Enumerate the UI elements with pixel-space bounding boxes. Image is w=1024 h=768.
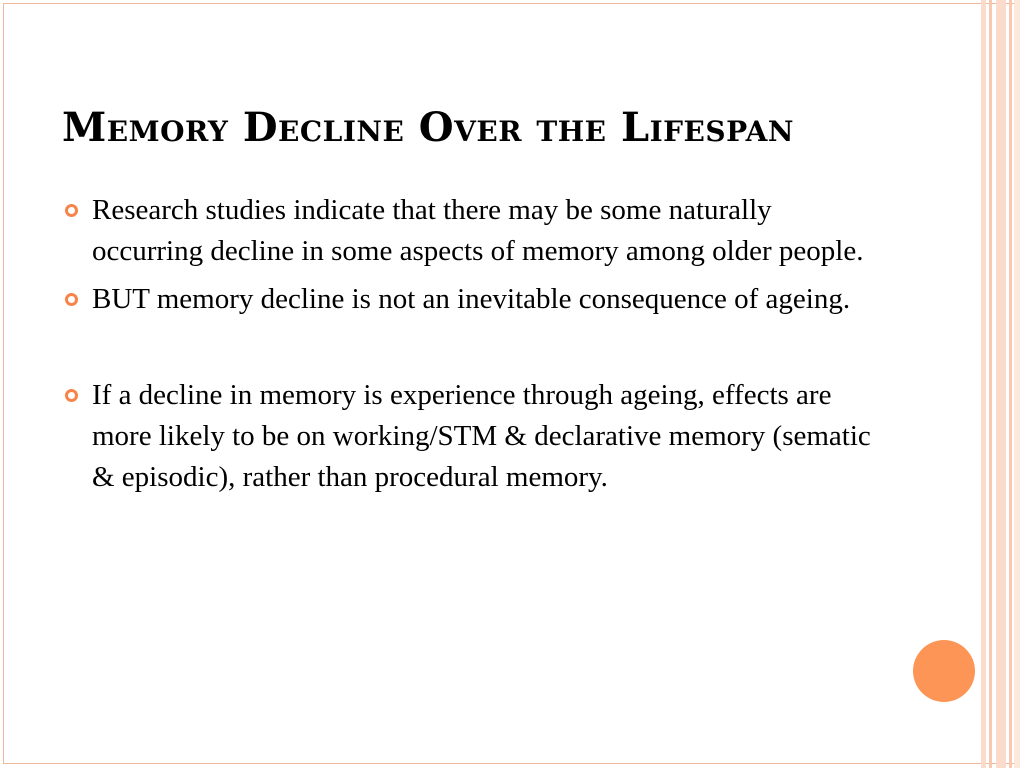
bullet-ring-icon	[65, 293, 78, 306]
bullet-text: Research studies indicate that there may be some naturally occurring decline in some aspects of memory among older people.	[92, 194, 864, 267]
bullet-ring-icon	[65, 389, 78, 402]
bullet-text: BUT memory decline is not an inevitable consequence of ageing.	[92, 283, 851, 315]
decorative-stripe	[981, 0, 986, 768]
decorative-stripe	[1014, 0, 1020, 768]
bullet-text: If a decline in memory is experience through ageing, effects are more likely to be on working/STM & declarative memory (sematic & episodic), rather than procedural memory.	[92, 379, 871, 493]
bullet-item	[64, 190, 884, 272]
bullet-list	[64, 190, 884, 498]
bullet-ring-icon	[65, 204, 78, 217]
bullet-item	[64, 375, 884, 498]
decorative-stripe	[1009, 0, 1012, 768]
decorative-circle	[913, 640, 975, 702]
slide-title: Memory Decline Over the Lifespan	[62, 104, 794, 151]
decorative-stripe	[989, 0, 992, 768]
decorative-stripe	[996, 0, 1006, 768]
bullet-item	[64, 279, 884, 320]
